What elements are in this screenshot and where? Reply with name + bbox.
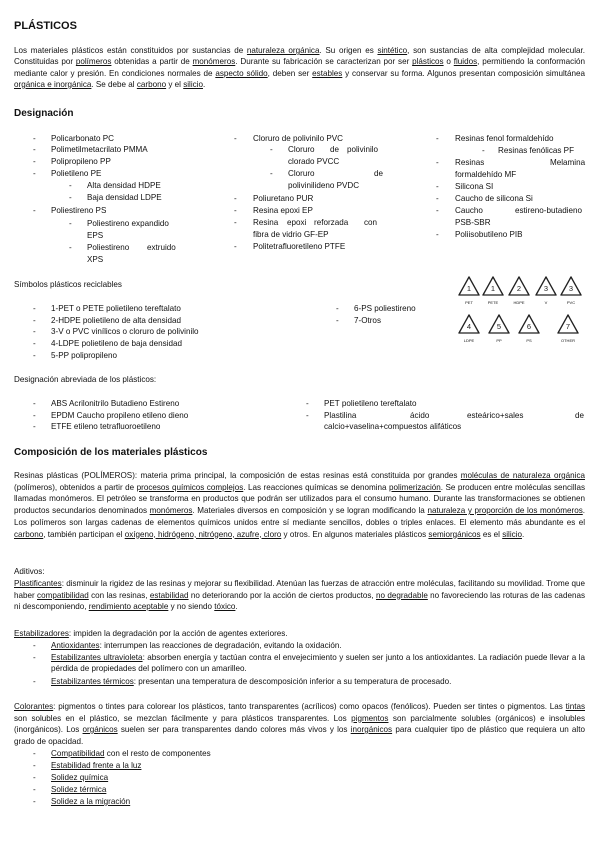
dash: - — [336, 316, 339, 325]
list-item: 1-PET o PETE polietileno tereftalato — [51, 304, 181, 313]
dash: - — [33, 677, 36, 686]
underlined-term: plásticos — [412, 57, 444, 67]
dash: - — [33, 399, 36, 408]
recycle-symbol-icon — [534, 275, 558, 305]
underlined-term: silicio — [502, 529, 522, 539]
svg-text:2: 2 — [516, 284, 522, 293]
list-item: Resina epoxi EP — [253, 206, 313, 215]
underlined-term: polímeros — [75, 57, 112, 67]
underlined-term: rendimiento aceptable — [88, 602, 169, 611]
list-item: polivinilideno PVDC — [288, 181, 360, 190]
list-item — [51, 652, 585, 675]
dash: - — [33, 316, 36, 325]
list-item — [51, 784, 106, 795]
definition: con el resto de componentes — [104, 749, 211, 758]
underlined-term: monómeros — [192, 57, 236, 67]
list-item: Caucho — [455, 206, 483, 215]
dash: - — [482, 146, 485, 155]
list-item: calcio+vaselina+compuestos alifáticos — [324, 422, 462, 431]
term: Solidez térmica — [51, 785, 107, 794]
recycle-symbol-icon — [556, 313, 580, 343]
list-item: esteárico+sales — [467, 411, 524, 420]
list-item: de — [374, 169, 384, 178]
recycle-symbol-icon — [559, 275, 583, 305]
term: Solidez a la migración — [51, 797, 131, 806]
list-item: 7-Otros — [354, 316, 381, 325]
recycle-symbol-label: PVC — [566, 300, 576, 305]
svg-text:3: 3 — [543, 284, 549, 293]
recycle-symbol-label: LDPE — [463, 338, 475, 343]
definition: : presentan una temperatura de descomposición inferior a su temperatura de procesado. — [133, 677, 452, 686]
dash: - — [270, 145, 273, 154]
underlined-term: carbono — [136, 79, 167, 89]
dash: - — [306, 411, 309, 420]
dash: - — [33, 206, 36, 215]
dash: - — [234, 194, 237, 203]
list-item: PET polietileno tereftalato — [324, 399, 417, 408]
dash: - — [33, 773, 36, 782]
list-item: Silicona SI — [455, 182, 494, 191]
dash: - — [234, 218, 237, 227]
recycle-symbol-icon — [507, 275, 531, 305]
dash: - — [33, 749, 36, 758]
list-item: Polipropileno PP — [51, 157, 111, 166]
dash: - — [436, 194, 439, 203]
list-item — [51, 676, 585, 687]
underlined-term: tóxico — [214, 602, 236, 611]
svg-text:5: 5 — [496, 322, 502, 331]
underlined-term: tintas — [565, 702, 585, 711]
term: Estabilidad frente a la luz — [51, 761, 142, 770]
designacion-heading: Designación — [14, 108, 74, 119]
underlined-term: naturaleza y proporción de los monómeros — [427, 506, 583, 516]
list-item: Resina — [253, 218, 279, 227]
recycle-symbol-icon — [481, 275, 505, 305]
underlined-term: oxígeno, hidrógeno, nitrógeno, azufre, cloro — [124, 529, 282, 539]
list-item: Poliisobutileno PIB — [455, 230, 523, 239]
recycle-symbol-icon — [487, 313, 511, 343]
list-item — [51, 772, 108, 783]
dash: - — [33, 641, 36, 650]
recycle-symbol-label: PET — [465, 300, 473, 305]
list-item: ABS Acrilonitrilo Butadieno Estireno — [51, 399, 180, 408]
underlined-term: estables — [312, 68, 343, 78]
list-item: estireno-butadieno — [515, 206, 583, 215]
list-item: polivinilo — [347, 145, 379, 154]
dash: - — [33, 351, 36, 360]
list-item: Resinas fenólicas PF — [498, 146, 575, 155]
simbolos-heading: Símbolos plásticos reciclables — [14, 280, 122, 289]
dash: - — [436, 182, 439, 191]
dash: - — [69, 219, 72, 228]
underlined-term: silicio — [183, 79, 203, 89]
underlined-term: semiorgánicos — [428, 529, 481, 539]
underlined-term: orgánicos — [82, 725, 118, 734]
dash: - — [33, 157, 36, 166]
recycle-symbol-label: OTHER — [561, 338, 575, 343]
underlined-term: moléculas de naturaleza orgánica — [460, 471, 585, 480]
recycle-symbol-icon — [457, 275, 481, 305]
term: Compatibilidad — [51, 749, 105, 758]
recycle-symbol-label: PP — [496, 338, 502, 343]
list-item — [51, 748, 211, 759]
underlined-term: procesos químicos complejos — [136, 482, 244, 492]
term: Estabilizantes ultravioleta — [51, 653, 143, 662]
svg-text:1: 1 — [466, 284, 472, 293]
list-item: PSB-SBR — [455, 218, 491, 227]
underlined-term: pigmentos — [351, 713, 389, 723]
term: Antioxidantes — [51, 641, 100, 650]
list-item: EPS — [87, 231, 104, 240]
definition: : interrumpen las reacciones de degradación, evitando la oxidación. — [99, 641, 342, 650]
dash: - — [33, 785, 36, 794]
underlined-term: no degradable — [376, 590, 428, 600]
list-item: Resinas — [455, 158, 485, 167]
underlined-term: sintético — [377, 46, 408, 55]
dash: - — [33, 304, 36, 313]
list-item: Resinas fenol formaldehído — [455, 134, 554, 143]
list-item: Polietileno PE — [51, 169, 102, 178]
list-item — [51, 796, 130, 807]
list-item: de — [575, 411, 585, 420]
list-item: Poliuretano PUR — [253, 194, 314, 203]
list-item: XPS — [87, 255, 104, 264]
list-item: Cloruro — [288, 169, 315, 178]
list-item: reforzada — [314, 218, 349, 227]
list-item: Poliestireno expandido — [87, 219, 169, 228]
dash: - — [270, 169, 273, 178]
list-item: Poliestireno PS — [51, 206, 107, 215]
underlined-term: inorgánicos — [350, 725, 393, 734]
dash: - — [234, 206, 237, 215]
dash: - — [234, 134, 237, 143]
dash: - — [69, 181, 72, 190]
estabilizadores-line — [14, 628, 288, 639]
list-item: Alta densidad HDPE — [87, 181, 161, 190]
underlined-term: Plastificantes — [14, 579, 62, 588]
definition: : absorben energía y tactúan contra el envejecimiento y suelen ser junto a los antioxidantes. La radiación puede llevar a la pérdida de propiedades del polímero con un amarilleo. — [51, 653, 585, 674]
dash: - — [436, 134, 439, 143]
intro-paragraph: Los materiales plásticos están constituidos por sustancias de naturaleza orgánica. Su origen es sintético, son sustancias de alta complejidad molecular. Constituidas por polímeros obtenidas a partir de monómeros. Durante su fabricación se caracterizan por ser plásticos o fluidos, permitiendo la conformación mediante calor y presión. En condiciones normales de aspecto sólido, deben ser estables y conservar su forma. Algunos presentan composición simultánea orgánica e inorgánica. Se debe al carbono y el silicio. — [14, 46, 586, 89]
underlined-term: orgánica e inorgánica — [14, 79, 92, 89]
list-item — [51, 760, 141, 771]
list-item: Policarbonato PC — [51, 134, 114, 143]
recycle-symbol-label: PETE — [487, 300, 499, 305]
list-item: Baja densidad LDPE — [87, 193, 162, 202]
svg-text:6: 6 — [526, 322, 532, 331]
list-item: EPDM Caucho propileno etileno dieno — [51, 411, 189, 420]
dash: - — [33, 134, 36, 143]
dash: - — [69, 193, 72, 202]
list-item: con — [364, 218, 378, 227]
list-item: 3-V o PVC vinílicos o cloruro de polivinilo — [51, 327, 199, 336]
list-item: epoxi — [287, 218, 307, 227]
page-title: PLÁSTICOS — [14, 20, 77, 32]
dash: - — [33, 797, 36, 806]
list-item — [51, 640, 585, 651]
list-item: extruido — [147, 243, 176, 252]
dash: - — [234, 242, 237, 251]
underlined-term: aspecto sólido — [215, 68, 268, 78]
underlined-term: estabilidad — [149, 590, 189, 600]
dash: - — [436, 206, 439, 215]
recycle-symbol-icon — [517, 313, 541, 343]
list-item: formaldehído MF — [455, 170, 517, 179]
recycle-symbol-label: HDPE — [513, 300, 525, 305]
dash: - — [336, 304, 339, 313]
list-item: Melamina — [550, 158, 586, 167]
list-item: fibra de vidrio GF-EP — [253, 230, 329, 239]
list-item: 6-PS poliestireno — [354, 304, 416, 313]
dash: - — [33, 339, 36, 348]
list-item: 4-LDPE polietileno de baja densidad — [51, 339, 182, 348]
list-item: de — [330, 145, 340, 154]
dash: - — [436, 158, 439, 167]
composicion-heading: Composición de los materiales plásticos — [14, 447, 208, 458]
list-item: clorado PVCC — [288, 157, 340, 166]
svg-text:3: 3 — [568, 284, 574, 293]
colorantes-paragraph: Colorantes: pigmentos o tintes para colorear los plásticos, tanto transparentes (acrílicos) como opacos (fenólicos). Pueden ser tintes o pigmentos. Las tintas son solubles en el plástico, se mezclan fácilmente y para plásticos transparentes. Los pigmentos son parcialmente solubles (orgánicos) e insolubles (inorgánicos). Los orgánicos suelen ser para transparentes dando colores más vivos y los inorgánicos para cualquier tipo de plástico que requiera un alto grado de opacidad. — [14, 702, 585, 746]
underlined-term: compatibilidad — [37, 590, 89, 600]
dash: - — [69, 243, 72, 252]
dash: - — [33, 653, 36, 662]
term: Solidez química — [51, 773, 109, 782]
dash: - — [33, 422, 36, 431]
estabilizadores-label: Estabilizadores — [14, 629, 69, 638]
svg-text:1: 1 — [490, 284, 496, 293]
underlined-term: Colorantes — [14, 702, 54, 711]
dash: - — [306, 399, 309, 408]
dash: - — [33, 145, 36, 154]
underlined-term: carbono — [14, 529, 44, 539]
recycle-symbol-label: V — [544, 300, 548, 305]
dash: - — [33, 411, 36, 420]
list-item: Plastilina — [324, 411, 357, 420]
list-item: ETFE etileno tetrafluoroetileno — [51, 422, 161, 431]
list-item: Cloruro — [288, 145, 315, 154]
list-item: ácido — [410, 411, 430, 420]
estabilizadores-text: : impiden la degradación por la acción de agentes exteriores. — [68, 629, 288, 638]
underlined-term: monómeros — [149, 506, 193, 516]
recycle-symbol-label: PS — [526, 338, 532, 343]
dash: - — [33, 761, 36, 770]
underlined-term: naturaleza orgánica — [246, 46, 320, 55]
list-item: Poliestireno — [87, 243, 130, 252]
list-item: Polimetilmetacrilato PMMA — [51, 145, 148, 154]
list-item: 5-PP polipropileno — [51, 351, 117, 360]
list-item: Politetrafluoretileno PTFE — [253, 242, 346, 251]
abreviada-heading: Designación abreviada de los plásticos: — [14, 375, 157, 384]
list-item: 2-HDPE polietileno de alta densidad — [51, 316, 182, 325]
aditivos-heading: Aditivos: — [14, 567, 45, 576]
underlined-term: fluidos — [453, 57, 478, 67]
plastificantes-paragraph: Plastificantes: disminuir la rigidez de las resinas y mejorar su flexibilidad. Atenúan las fuerzas de atracción entre moléculas, facilitando su movilidad. Trome que haber compatibilidad con las resinas, estabilidad no deteriorando por la acción de ciertos productos, no degradable no favoreciendo las roturas de las cadenas ni descomponiendo, rendimiento aceptable y no siendo tóxico. — [14, 579, 585, 611]
recycle-symbol-icon — [457, 313, 481, 343]
underlined-term: polimerización — [389, 482, 441, 492]
list-item: Caucho de silicona Si — [455, 194, 533, 203]
dash: - — [436, 230, 439, 239]
svg-text:4: 4 — [466, 322, 472, 331]
dash: - — [33, 169, 36, 178]
term: Estabilizantes térmicos — [51, 677, 134, 686]
composicion-paragraph: Resinas plásticas (POLÍMEROS): materia prima principal, la composición de estas resinas está constituida por grandes moléculas de naturaleza orgánica (polímeros), obtenidos a partir de procesos químicos complejos. Las reacciones químicas se denomina polimerización. Se producen entre moléculas sencillas llamadas monómeros. El petróleo se transforma en productos que podrán ser utilizados para el consumo humano. Durante las transformaciones se obtienen productos secundarios denominados monómeros. Materiales diversos en composición y se logran modificando la naturaleza y proporción de los monómeros. Los polímeros son largas cadenas de elementos químicos unidos entre sí mediante sencillos, dobles o triples enlaces. El elemento más abundante es el carbono, también participan el oxígeno, hidrógeno, nitrógeno, azufre, cloro y otros. En algunos materiales plásticos semiorgánicos es el silicio. — [14, 471, 585, 539]
list-item: Cloruro de polivinilo PVC — [253, 134, 343, 143]
svg-text:7: 7 — [565, 322, 571, 331]
dash: - — [33, 327, 36, 336]
